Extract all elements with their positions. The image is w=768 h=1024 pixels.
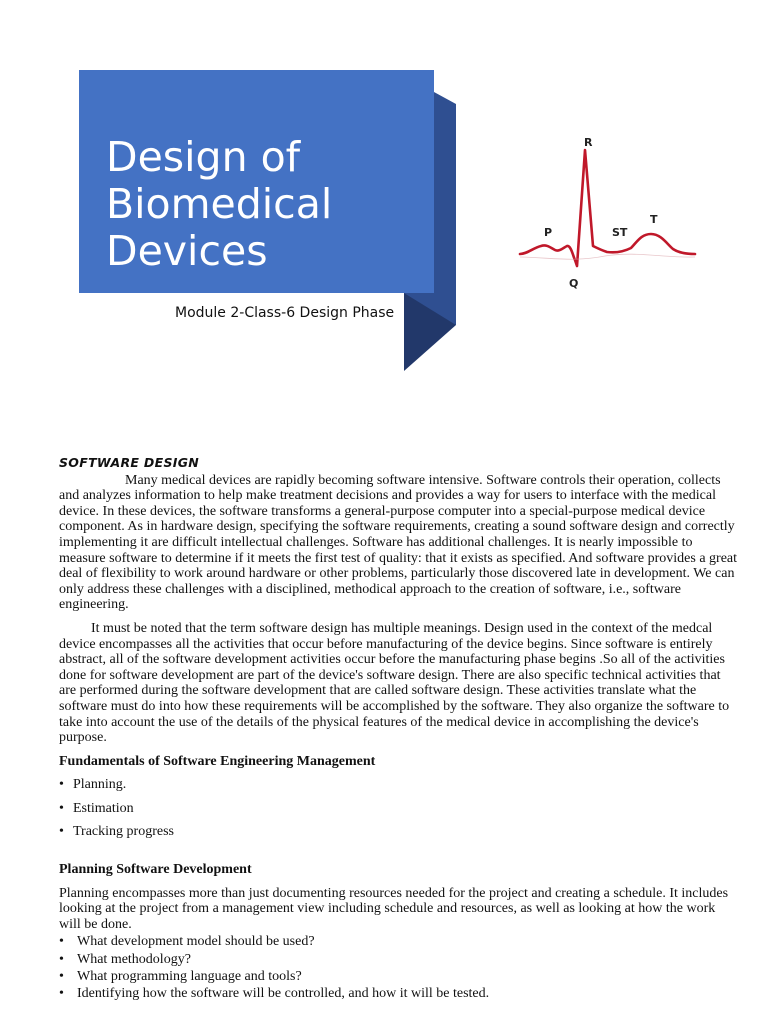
page-title: Design of Biomedical Devices (106, 133, 333, 275)
paragraph: Many medical devices are rapidly becoming software intensive. Software controls their operation, collects and analyzes information to help make treatment decisions and provides a way for users to interface with the medical device. In these devices, the software transforms a general-purpose computer into a special-purpose medical device component. As in hardware design, specifying the software requirements, creating a sound software design and correctly implementing it are difficult intellectual challenges. Software has additional challenges. It is nearly impossible to measure software to determine if it meets the first test of quality: that it exists as specified. And software provides a great deal of flexibility to work around hardware or other problems, particularly those discovered late in development. We can only address these challenges with a disciplined, methodical approach to the creation of software, i.e., software engineering. (59, 472, 738, 613)
list-item: • Estimation (59, 800, 134, 816)
list-item: • What development model should be used? (59, 934, 315, 950)
ecg-label-q: Q (569, 277, 579, 290)
paragraph: It must be noted that the term software design has multiple meanings. Design used in the context of the medcal device encompasses all the activities that occur before manufacturing of the device begins. Since software is entirely abstract, all of the software development activities occur before the manufacturing phase begins .So all of the activities done for software development are part of the device's software design. There are also specific technical activities that are performed during the software development that are called software design. These activities translate what the software must do into how these requirements will be accomplished by the software. They also organize the software to take into account the use of the details of the physical features of the medical device in accomplishing the device's purpose. (59, 620, 730, 746)
fundamentals-heading: Fundamentals of Software Engineering Management (59, 753, 376, 769)
bullet-icon: • (59, 824, 64, 840)
bullet-icon: • (59, 968, 64, 984)
fundamentals-list (59, 777, 739, 840)
ecg-shadow-line (520, 254, 695, 259)
ecg-label-st: ST (612, 226, 628, 239)
bullet-icon: • (59, 934, 64, 950)
list-item: • Tracking progress (59, 824, 174, 840)
ecg-label-r: R (584, 136, 593, 149)
bullet-icon: • (59, 800, 64, 816)
list-item: • What methodology? (59, 951, 191, 967)
document-body (59, 455, 739, 1003)
ecg-waveform-illustration (515, 130, 700, 295)
ecg-label-p: P (544, 226, 553, 239)
planning-heading: Planning Software Development (59, 862, 252, 878)
list-item: • Planning. (59, 777, 127, 793)
bullet-icon: • (59, 777, 64, 793)
list-item: • Identifying how the software will be controlled, and how it will be tested. (59, 985, 490, 1001)
bullet-icon: • (59, 985, 64, 1001)
planning-list (59, 934, 739, 1001)
list-item: • What programming language and tools? (59, 968, 302, 984)
ecg-line (520, 150, 695, 266)
ecg-label-t: T (650, 213, 658, 226)
paragraph: Planning encompasses more than just documenting resources needed for the project and creating a schedule. It includes looking at the project from a management view including schedule and resources, as well as looking at how the work will be done. (59, 885, 729, 932)
section-heading: SOFTWARE DESIGN (59, 455, 200, 470)
bullet-icon: • (59, 951, 64, 967)
page-subtitle: Module 2-Class-6 Design Phase (175, 305, 395, 321)
